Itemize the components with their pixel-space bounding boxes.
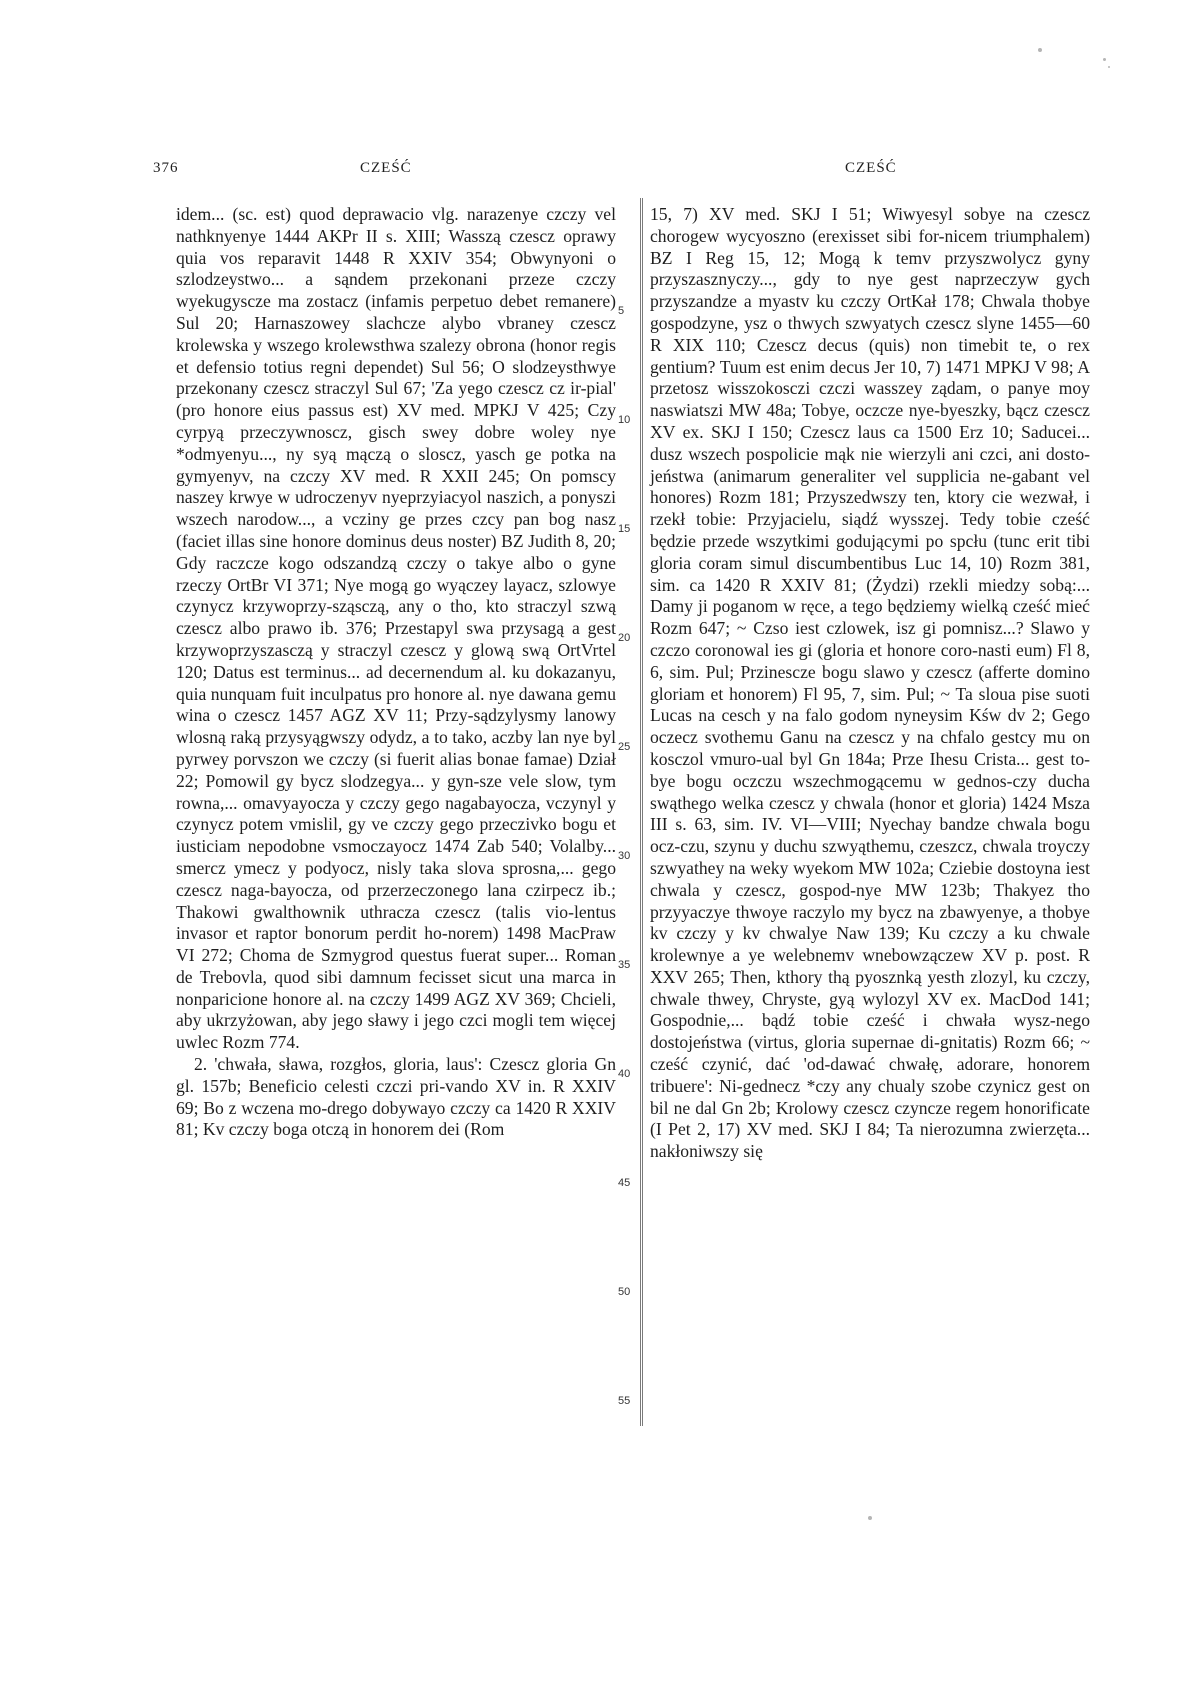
page-number: 376 xyxy=(153,160,179,176)
line-number: 30 xyxy=(618,850,631,862)
line-number: 55 xyxy=(618,1395,631,1407)
scan-speck xyxy=(1038,48,1042,52)
line-number: 10 xyxy=(618,414,631,426)
line-number: 50 xyxy=(618,1286,631,1298)
left-column xyxy=(176,204,616,1141)
column-rule xyxy=(640,198,641,1426)
entry-paragraph: 15, 7) XV med. SKJ I 51; Wiwyesyl sobye na czescz chorogew wycyoszno (erexisset sibi for-nicem triumphalem) BZ I Reg 15, 12; Mogą k temv przyszwolycz gyny przyszasznyczy..., gdy to nye gest naprzeczyw gych przyszandze a myastv ku czczy OrtKał 178; Chwala thobye gospodzyne, ysz o thwych szwyatych czescz slyne 1455—60 R XIX 110; Czescz decus (quis) non timebit te, o rex gentium? Tuum est enim decus Jer 10, 7) 1471 MPKJ V 98; A przetosz wisszokosczi czczi wasszey ządam, o panye moy naswiatszi MW 48a; Tobye, oczcze nye-byeszky, bącz czescz XV ex. SKJ I 150; Czescz laus ca 1500 Erz 10; Saducei... dusz wszech pospolicie mąk nie wierzyli ani czci, ani dosto-jeństwa (animarum generaliter vel supplicia ne-gabant vel honores) Rozm 181; Przyszedwszy ten, ktory cie wezwał, i rzekł tobie: Przyjacielu, siądź wysszej. Tedy tobie cześć będzie przede wszytkimi godującymi po spcłu (tunc erit tibi gloria coram simul discumbentibus Luc 14, 10) Rozm 381, sim. ca 1420 R XXIV 81; (Żydzi) rzekli miedzy sobą:... Damy ji poganom w ręce, a tego będziemy wielką cześć mieć Rozm 647; ~ Czso iest czlowek, isz gi pomnisz...? Slawo y czczo coronowal ies gi (gloria et honore coro-nasti eum) Fl 8, 6, sim. Pul; Przinescze bogu slawo y czescz (afferte domino gloriam et honorem) Fl 95, 7, sim. Pul; ~ Ta sloua pise suoti Lucas na cesch y na falo godom nyneysim Kśw dv 2; Gego oczecz svothemu Ganu na czescz y na chfalo gestcy mu on kosczol vmuro-ual byl Gn 184a; Prze Ihesu Crista... gest to-bye bogu oczczu wszechmogącemu w gednos-czy ducha swąthego welka czescz y chwala (honor et gloria) 1424 Msza III s. 63, sim. IV. VI—VIII; Nyechay bandze chwala bogu ocz-czu, szynu y duchu szwyąthemu, czeszcz, chwala troyczy szwyathey na weky wyekom MW 102a; Cziebie dostoyna iest chwala y czescz, gospod-nye MW 123b; Thakyez tho przyyaczye thwoye raczylo my bycz na zbawyenye, a thobye kv czczy y kv chwalye Naw 139; Ku czczy a ku chwale krolewnye a ye welebnemv wnebowzączew XV p. post. R XXV 265; Then, kthory thą pyosznką yesth zlozyl, ku czczy, chwale thwey, Chryste, gyą wylozyl XV ex. MacDod 141; Gospodnie,... bądź tobie cześć i chwała wysz-nego dostojeństwa (virtus, gloria supernae di-gnitatis) Rozm 66; ~ cześć czynić, dać 'od-dawać chwałę, adorare, honorem tribuere': Ni-gednecz *czy any chualy szobe czynicz gest on bil ne dal Gn 2b; Krolowy czescz czyncze regem honorificate (I Pet 2, 17) XV med. SKJ I 84; Ta nierozumna zwierzęta... nakłoniwszy się xyxy=(650,204,1090,1162)
line-number: 15 xyxy=(618,523,631,535)
line-number: 40 xyxy=(618,1068,631,1080)
entry-paragraph: idem... (sc. est) quod deprawacio vlg. narazenye czczy vel nathknyenye 1444 AKPr II s. XIII; Wasszą czescz oprawy quia vos reparavit 1448 R XXIV 354; Obwynyoni o szlodzeystwo... a sąndem przekonani przeze czczy wyekugyscze ma zostacz (infamis perpetuo debet remanere) Sul 20; Harnaszowey slachcze alybo vbraney czescz krolewska y wszego krolewsthwa szalezy obrona (honor regis et defensio totius regni dependet) Sul 56; O slodzeysthwye przekonany czescz straczyl Sul 67; 'Za yego czescz cz ir-pial' (pro honore eius passus est) XV med. MPKJ V 425; Czy cyrpyą przeczywnoscz, gisch swey dobre woley nye *odmyenyu..., ny syą mączą o sloscz, yasch ge potka na gymyenyv, na czczy XV med. R XXII 245; On pomscy naszey krwye w udroczenyv nyeprzyiacyol naszich, a ponyszi wszech narodow..., a vcziny ge przes czcy pan bog nasz (faciet illas sine honore dominus deus noster) BZ Judith 8, 20; Gdy raczcze kogo odszandzą czczy o takye albo o gyne rzeczy OrtBr VI 371; Nye mogą go wyączey layacz, szlowye czynycz krzywoprzy-sząsczą, any o tho, kto straczyl szwą czescz albo prawo ib. 376; Przestapyl swa przysagą a gest krzywoprzyszasczą y straczyl czescz y glową swą OrtVrtel 120; Datus est terminus... ad decernendum al. ku dokazanyu, quia nunquam fuit inculpatus pro honore al. nye dawana gemu wina o czescz 1457 AGZ XV 11; Przy-sądzylysmy lanowy wlosną raką przysyągwszy odydz, a to tako, aczby lan nye byl pyrwey porvszon we czczy (si fuerit alias bonae famae) Dział 22; Pomowil gy bycz slodzegya... y gyn-sze vele slow, tym rowna,... omavyayocza y czczy gego nagabayocza, vczynyl y czynycz potem vmislil, gy ve czczy gego przeczivko bogu et iusticiam nepodobne vsmoczayocz 1474 Zab 540; Volalby... smercz ymecz y podyocz, nisly taka slova sprosna,... gego czescz naga-bayocza, od przerzeczonego lana czirpecz ib.; Thakowi gwalthownik uthracza czescz (talis vio-lentus invasor et raptor bonorum perdit ho-norem) 1498 MacPraw VI 272; Choma de Szmygrod questus fuerat super... Roman de Trebovla, quod sibi damnum fecisset sicut una marca in nonparicione honore al. na czczy 1499 AGZ XV 369; Chcieli, aby ukrzyżowan, aby jego sławy i jego czci mogli tem więcej uwlec Rozm 774. xyxy=(176,204,616,1053)
line-number: 45 xyxy=(618,1177,631,1189)
scan-speck xyxy=(868,1516,872,1520)
entry-paragraph: 2. 'chwała, sława, rozgłos, gloria, laus': Czescz gloria Gn gl. 157b; Beneficio celesti czczi pri-vando XV in. R XXIV 69; Bo z wczena mo-drego dobywayo czczy ca 1420 R XXIV 81; Kv czczy boga otczą in honorem dei (Rom xyxy=(176,1054,616,1140)
scan-speck xyxy=(1103,58,1106,61)
running-head-left: CZEŚĆ xyxy=(360,160,412,176)
column-rule xyxy=(642,198,643,1426)
line-number: 20 xyxy=(618,632,631,644)
line-number: 35 xyxy=(618,959,631,971)
line-number: 25 xyxy=(618,741,631,753)
right-column xyxy=(650,204,1090,1163)
line-number: 5 xyxy=(618,305,625,317)
scan-speck xyxy=(1108,66,1110,68)
running-head-right: CZEŚĆ xyxy=(845,160,897,176)
